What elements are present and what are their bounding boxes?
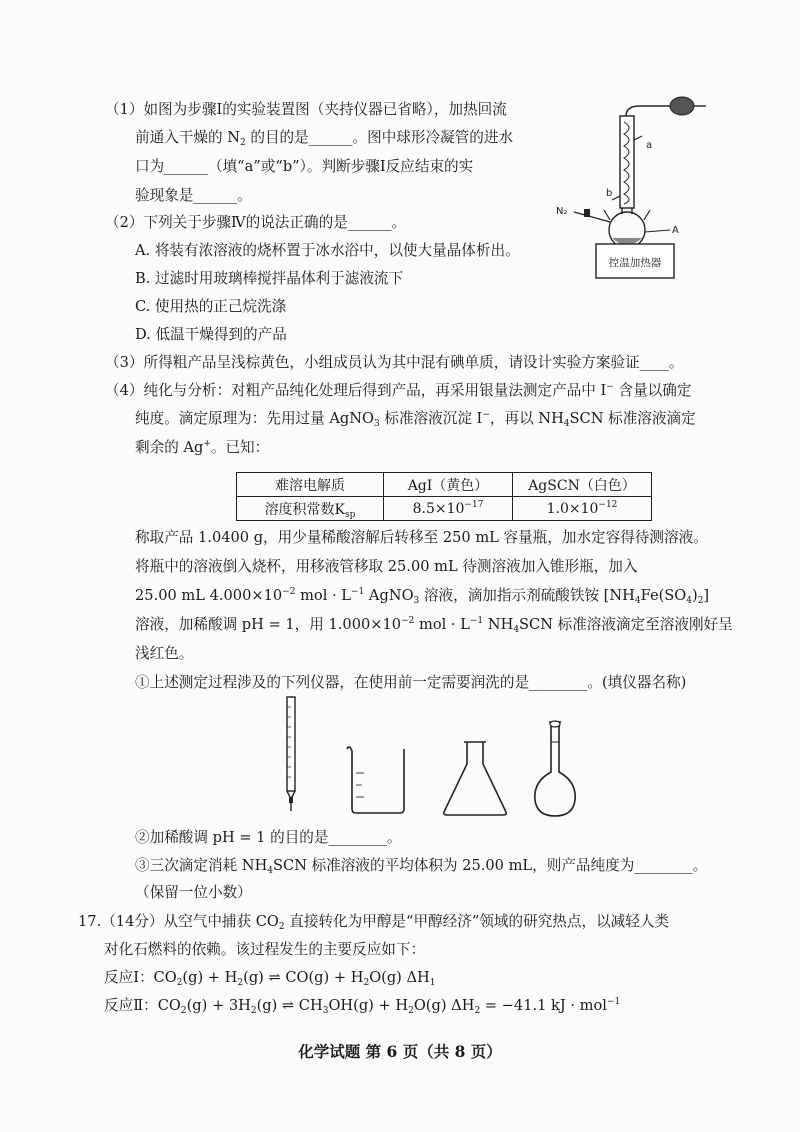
subq3-note: （保留一位小数） (135, 884, 252, 901)
label-A: A (672, 225, 679, 236)
subq2: ②加稀酸调 pH = 1 的目的是________。 (135, 829, 402, 846)
q4-line2: 纯度。滴定原理为：先用过量 AgNO$_3$ 标准溶液沉淀 I−，再以 $NH_4SCN$ 标准溶液滴定 (135, 410, 696, 429)
q2-option-d: D. 低温干燥得到的产品 (135, 326, 287, 343)
table-header-cell: 难溶电解质 (237, 473, 384, 497)
q17-line1: 17.（14分）从空气中捕获 $CO_2$ 直接转化为甲醇是“甲醇经济”领域的研究热点，以减轻人类 (78, 913, 670, 932)
q1-line1: （1）如图为步骤Ⅰ的实验装置图（夹持仪器已省略），加热回流 (105, 101, 507, 118)
q4-line1: （4）纯化与分析：对粗产品纯化处理后得到产品，再采用银量法测定产品中 I− 含量以确定 (105, 382, 692, 399)
conical-flask-icon (440, 738, 510, 818)
table-row (237, 473, 652, 497)
table-cell: $8.5\times 10^{-17}$ (384, 497, 513, 521)
para-line4: 溶液，加稀酸调 pH = 1，用 $1.000\times 10^{-2}$ mol · $L^{-1}$ $NH_4SCN$ 标准溶液滴定至溶液刚好呈 (135, 616, 733, 635)
label-n2: N₂ (556, 206, 568, 217)
subq3: ③三次滴定消耗 $NH_4SCN$ 标准溶液的平均体积为 25.00 mL，则产品纯度为________。 (135, 857, 708, 876)
reaction-1: 反应Ⅰ：$CO_2(g) + H_2(g)$ ⇌ $CO(g) + H_2O(g)$ $\Delta H_1$ (104, 969, 436, 988)
para-line2: 将瓶中的溶液倒入烧杯，用移液管移取 25.00 mL 待测溶液加入锥形瓶，加入 (135, 558, 638, 575)
beaker-icon (344, 745, 414, 815)
q4-line3: 剩余的 Ag+。已知： (135, 439, 270, 456)
q1-line3: 口为______（填“a”或“b”）。判断步骤Ⅰ反应结束的实 (135, 158, 474, 175)
para-line5: 浅红色。 (135, 645, 194, 662)
label-b: b (606, 188, 613, 199)
para-line1: 称取产品 1.0400 g，用少量稀酸溶解后转移至 250 mL 容量瓶，加水定容得待测溶液。 (135, 529, 708, 546)
q2-option-a: A. 将装有浓溶液的烧杯置于冰水浴中，以使大量晶体析出。 (135, 242, 520, 259)
ksp-table (236, 472, 652, 521)
page-footer: 化学试题 第 6 页（共 8 页） (298, 1042, 502, 1061)
reaction-2: 反应Ⅱ：$CO_2(g) + 3H_2(g)$ ⇌ $CH_3OH(g) + H_2O(g) \Delta H_2 = -41.1$ kJ · mol$^{-1}$ (104, 997, 621, 1016)
q2-option-b: B. 过滤时用玻璃棒搅拌晶体利于滤液流下 (135, 270, 404, 287)
label-a: a (646, 140, 653, 151)
volumetric-flask-icon (525, 720, 585, 820)
heater-label: 控温加热器 (608, 257, 662, 269)
table-header-cell: AgI（黄色） (384, 473, 513, 497)
q17-line2: 对化石燃料的依赖。该过程发生的主要反应如下： (104, 941, 426, 958)
q1-line4: 验现象是______。 (135, 187, 252, 204)
table-header-cell: AgSCN（白色） (513, 473, 652, 497)
table-cell: $1.0\times 10^{-12}$ (513, 497, 652, 521)
subq1: ①上述测定过程涉及的下列仪器，在使用前一定需要润洗的是________。(填仪器名称) (135, 674, 687, 691)
q1-line2: 前通入干燥的 $N_2$ 的目的是______。图中球形冷凝管的进水 (135, 129, 514, 148)
para-line3: 25.00 mL $4.000\times 10^{-2}$ mol · $L^{-1}$ AgNO$_3$ 溶液，滴加指示剂硫酸铁铵 $[NH_4Fe(SO_4)_2]$ (135, 587, 710, 606)
q2-option-c: C. 使用热的正己烷洗涤 (135, 298, 287, 315)
table-cell: 溶度积常数$K_{sp}$ (237, 497, 384, 521)
q2-stem: （2）下列关于步骤Ⅳ的说法正确的是______。 (105, 214, 407, 231)
reflux-apparatus-diagram (556, 92, 710, 282)
table-row (237, 497, 652, 521)
q3-text: （3）所得粗产品呈浅棕黄色，小组成员认为其中混有碘单质，请设计实验方案验证____。 (105, 354, 684, 371)
burette-icon (277, 695, 307, 815)
